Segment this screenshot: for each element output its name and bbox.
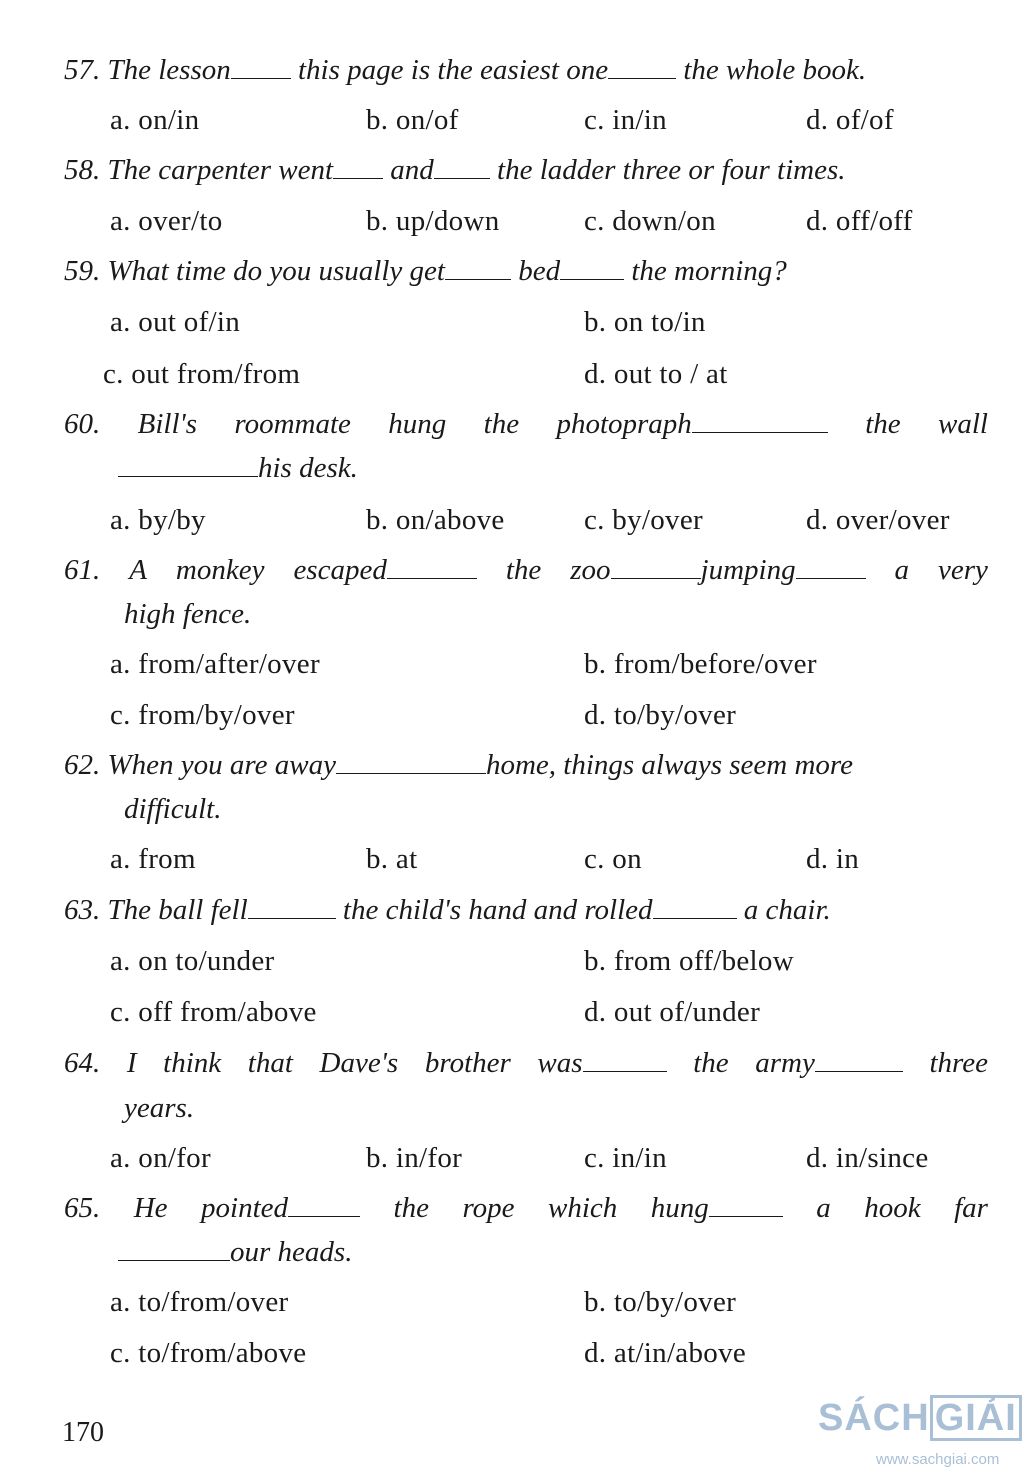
q65-option-b: b. to/by/over bbox=[584, 1286, 737, 1318]
q59-text-3: the morning? bbox=[631, 255, 787, 287]
q61-option-c: c. from/by/over bbox=[110, 699, 295, 731]
q62-blank-1 bbox=[336, 751, 486, 774]
q65-blank-3 bbox=[118, 1238, 230, 1261]
q65-option-a: a. to/from/over bbox=[110, 1286, 289, 1318]
q64-option-d: d. in/since bbox=[806, 1142, 929, 1174]
q58-option-c: c. down/on bbox=[584, 205, 716, 237]
watermark-logo bbox=[818, 1395, 1023, 1475]
q64-word: that bbox=[247, 1047, 293, 1079]
q61-blank-2 bbox=[611, 556, 701, 579]
q63-option-b: b. from off/below bbox=[584, 945, 794, 977]
q61-blank-3 bbox=[796, 556, 866, 579]
q64-word: three bbox=[929, 1047, 988, 1079]
q64-word: 64. bbox=[64, 1047, 101, 1079]
q60-blank-1 bbox=[692, 410, 828, 433]
q61-word: 61. bbox=[64, 554, 101, 586]
q62-text-1: 62. When you are away bbox=[64, 749, 336, 781]
q64-option-c: c. in/in bbox=[584, 1142, 667, 1174]
q60-word: roommate bbox=[234, 408, 351, 440]
q65-word: hook bbox=[864, 1192, 921, 1224]
q63-option-a: a. on to/under bbox=[110, 945, 275, 977]
q59-option-b: b. on to/in bbox=[584, 306, 706, 338]
question-63-stem bbox=[64, 892, 831, 928]
q64-option-b: b. in/for bbox=[366, 1142, 463, 1174]
q60-word: hung bbox=[388, 408, 447, 440]
q60-word: Bill's bbox=[137, 408, 197, 440]
q64-word: army bbox=[755, 1047, 815, 1079]
q61-word: the bbox=[505, 554, 542, 586]
q63-option-c: c. off from/above bbox=[110, 996, 317, 1028]
q63-option-d: d. out of/under bbox=[584, 996, 761, 1028]
question-62-stem bbox=[64, 747, 853, 783]
q61-option-b: b. from/before/over bbox=[584, 648, 817, 680]
q62-option-c: c. on bbox=[584, 843, 642, 875]
q61-blank-1 bbox=[387, 556, 477, 579]
q60-word: photopraph bbox=[556, 408, 692, 440]
q65-word: rope bbox=[462, 1192, 515, 1224]
q61-word: zoo bbox=[570, 554, 611, 586]
q65-option-c: c. to/from/above bbox=[110, 1337, 307, 1369]
q62-option-a: a. from bbox=[110, 843, 196, 875]
q61-word: a bbox=[894, 554, 910, 586]
q60-option-c: c. by/over bbox=[584, 504, 703, 536]
q62-text-2: home, things always seem more bbox=[485, 749, 853, 781]
q57-option-b: b. on/of bbox=[366, 104, 459, 136]
q59-blank-1 bbox=[445, 257, 511, 280]
question-65-stem bbox=[64, 1190, 988, 1226]
q64-option-a: a. on/for bbox=[110, 1142, 211, 1174]
q57-option-d: d. of/of bbox=[806, 104, 894, 136]
q61-word: A bbox=[129, 554, 147, 586]
q58-blank-1 bbox=[333, 156, 383, 179]
q58-text-2: and bbox=[390, 154, 434, 186]
q59-blank-2 bbox=[560, 257, 624, 280]
q58-option-b: b. up/down bbox=[366, 205, 500, 237]
q65-word: far bbox=[954, 1192, 988, 1224]
q59-option-a: a. out of/in bbox=[110, 306, 241, 338]
q65-cont-text: our heads. bbox=[230, 1236, 353, 1268]
q58-text-1: 58. The carpenter went bbox=[64, 154, 334, 186]
q64-word: was bbox=[537, 1047, 583, 1079]
q65-word: a bbox=[816, 1192, 831, 1224]
q65-word: 65. bbox=[64, 1192, 101, 1224]
q57-text-3: the whole book. bbox=[683, 54, 867, 86]
q64-stem-continuation: years. bbox=[124, 1092, 195, 1124]
page-number: 170 bbox=[62, 1417, 104, 1448]
q63-text-1: 63. The ball fell bbox=[64, 894, 248, 926]
q65-option-d: d. at/in/above bbox=[584, 1337, 747, 1369]
brand-logo bbox=[818, 1395, 1022, 1441]
question-59-stem bbox=[64, 253, 787, 289]
q65-word: pointed bbox=[201, 1192, 289, 1224]
q60-word: 60. bbox=[64, 408, 101, 440]
q57-blank-2 bbox=[608, 56, 676, 79]
q64-word: Dave's bbox=[319, 1047, 399, 1079]
q65-word: hung bbox=[650, 1192, 709, 1224]
q62-stem-continuation: difficult. bbox=[124, 793, 222, 825]
q62-option-d: d. in bbox=[806, 843, 860, 875]
q64-blank-1 bbox=[583, 1049, 667, 1072]
q60-stem-continuation bbox=[118, 450, 358, 486]
q64-word: the bbox=[693, 1047, 729, 1079]
q60-option-d: d. over/over bbox=[806, 504, 950, 536]
watermark-url: www.sachgiai.com bbox=[876, 1451, 1000, 1468]
q59-option-d: d. out to / at bbox=[584, 358, 728, 390]
question-61-stem bbox=[64, 552, 988, 588]
q60-cont-text: his desk. bbox=[258, 452, 358, 484]
q60-option-a: a. by/by bbox=[110, 504, 206, 536]
q60-word: the bbox=[865, 408, 901, 440]
q61-word: jumping bbox=[700, 554, 796, 586]
q59-text-1: 59. What time do you usually get bbox=[64, 255, 445, 287]
q58-option-d: d. off/off bbox=[806, 205, 913, 237]
q61-option-a: a. from/after/over bbox=[110, 648, 320, 680]
q60-blank-2 bbox=[118, 454, 258, 477]
q61-stem-continuation: high fence. bbox=[124, 598, 252, 630]
q58-blank-2 bbox=[434, 156, 490, 179]
question-58-stem bbox=[64, 152, 846, 188]
q63-text-3: a chair. bbox=[743, 894, 831, 926]
q60-word: the bbox=[483, 408, 520, 440]
q61-word: escaped bbox=[293, 554, 387, 586]
q61-option-d: d. to/by/over bbox=[584, 699, 737, 731]
q57-option-c: c. in/in bbox=[584, 104, 667, 136]
q60-option-b: b. on/above bbox=[366, 504, 505, 536]
question-64-stem bbox=[64, 1045, 988, 1081]
q65-blank-2 bbox=[709, 1194, 783, 1217]
q65-stem-continuation bbox=[118, 1234, 352, 1270]
q65-word: He bbox=[133, 1192, 168, 1224]
q63-text-2: the child's hand and rolled bbox=[342, 894, 653, 926]
q61-word: monkey bbox=[175, 554, 265, 586]
q65-word: the bbox=[393, 1192, 429, 1224]
brand-text-2: GIẢI bbox=[930, 1395, 1022, 1441]
q61-word: very bbox=[938, 554, 988, 586]
q58-text-3: the ladder three or four times. bbox=[497, 154, 846, 186]
q57-text-2: this page is the easiest one bbox=[298, 54, 609, 86]
q59-option-c: c. out from/from bbox=[103, 358, 301, 390]
q64-word: brother bbox=[424, 1047, 511, 1079]
q57-blank-1 bbox=[231, 56, 291, 79]
q60-word: wall bbox=[938, 408, 988, 440]
q65-word: which bbox=[548, 1192, 618, 1224]
q57-option-a: a. on/in bbox=[110, 104, 200, 136]
brand-text-1: SÁCH bbox=[818, 1397, 930, 1439]
q65-blank-1 bbox=[288, 1194, 360, 1217]
q64-word: think bbox=[163, 1047, 222, 1079]
q63-blank-1 bbox=[248, 896, 336, 919]
q62-option-b: b. at bbox=[366, 843, 418, 875]
q63-blank-2 bbox=[653, 896, 737, 919]
q58-option-a: a. over/to bbox=[110, 205, 223, 237]
q64-blank-2 bbox=[815, 1049, 903, 1072]
q59-text-2: bed bbox=[518, 255, 561, 287]
q57-text-1: 57. The lesson bbox=[64, 54, 231, 86]
question-57-stem bbox=[64, 52, 866, 88]
question-60-stem bbox=[64, 406, 988, 442]
q64-word: I bbox=[126, 1047, 137, 1079]
